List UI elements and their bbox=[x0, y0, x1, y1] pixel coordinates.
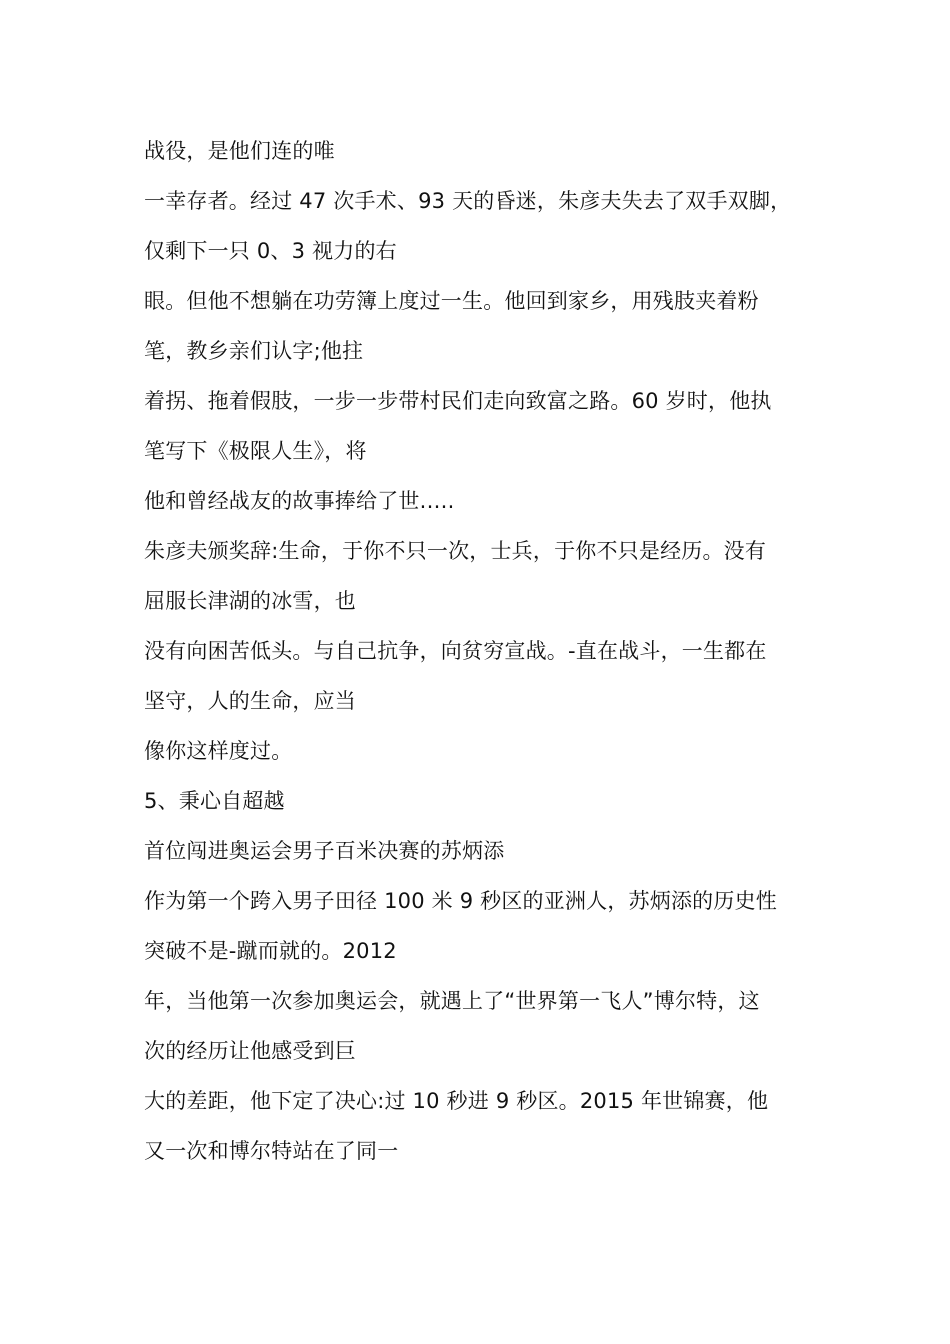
text-line: 突破不是-蹴而就的。2012 bbox=[144, 939, 397, 963]
text-line: 眼。但他不想躺在功劳簿上度过一生。他回到家乡，用残肢夹着粉 bbox=[144, 289, 759, 313]
text-line: 他和曾经战友的故事捧给了世.…. bbox=[144, 489, 455, 513]
text-line: 战役，是他们连的唯 bbox=[144, 139, 335, 163]
text-line: 着拐、拖着假肢，一步一步带村民们走向致富之路。60 岁时，他执 bbox=[144, 389, 772, 413]
text-line: 屈服长津湖的冰雪，也 bbox=[144, 589, 356, 613]
text-line: 首位闯进奥运会男子百米决赛的苏炳添 bbox=[144, 839, 505, 863]
text-line: 一幸存者。经过 47 次手术、93 天的昏迷，朱彦夫失去了双手双脚， bbox=[144, 189, 792, 213]
body-text bbox=[144, 133, 844, 1183]
text-line: 像你这样度过。 bbox=[144, 739, 293, 763]
text-line: 笔，教乡亲们认字;他拄 bbox=[144, 339, 364, 363]
text-line: 次的经历让他感受到巨 bbox=[144, 1039, 356, 1063]
text-line: 朱彦夫颁奖辞:生命，于你不只一次，士兵，于你不只是经历。没有 bbox=[144, 539, 767, 563]
text-line: 大的差距，他下定了决心:过 10 秒进 9 秒区。2015 年世锦赛，他 bbox=[144, 1089, 769, 1113]
text-line: 坚守，人的生命，应当 bbox=[144, 689, 356, 713]
text-line: 仅剩下一只 0、3 视力的右 bbox=[144, 239, 397, 263]
section-heading: 5、秉心自超越 bbox=[144, 789, 285, 813]
text-line: 没有向困苦低头。与自己抗争，向贫穷宣战。-直在战斗，一生都在 bbox=[144, 639, 767, 663]
text-line: 笔写下《极限人生》，将 bbox=[144, 439, 367, 463]
text-line: 又一次和博尔特站在了同一 bbox=[144, 1139, 399, 1163]
text-line: 年，当他第一次参加奥运会，就遇上了“世界第一飞人”博尔特，这 bbox=[144, 989, 760, 1013]
text-line: 作为第一个跨入男子田径 100 米 9 秒区的亚洲人，苏炳添的历史性 bbox=[144, 889, 777, 913]
